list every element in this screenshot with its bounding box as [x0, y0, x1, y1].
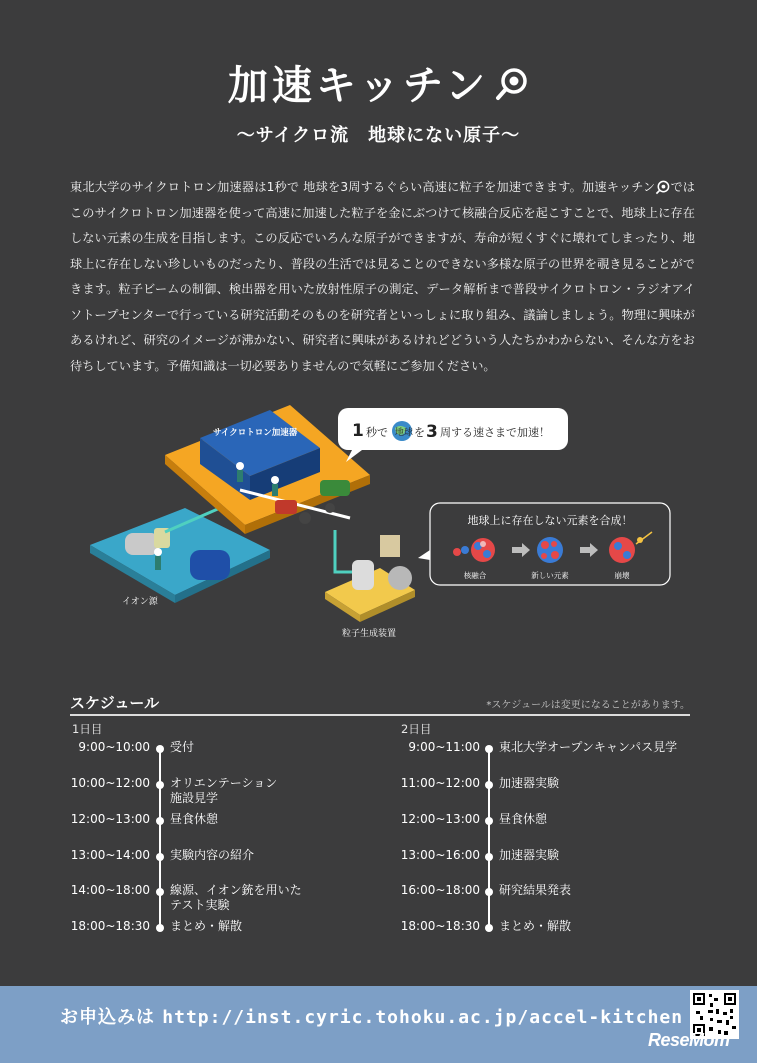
blue-tank: [190, 550, 230, 580]
magnifier-icon: [655, 180, 670, 195]
intro-text-1: 東北大学のサイクロトロン加速器は1秒で 地球を3周するぐらい高速に粒子を加速できます。加速キッチン: [70, 180, 656, 194]
day2-label: 2日目: [401, 722, 432, 736]
event-label-line1: まとめ・解散: [170, 919, 243, 933]
ion-source-label: イオン源: [122, 597, 158, 607]
event-time: 16:00~18:00: [400, 883, 480, 897]
timeline-dot: [485, 745, 493, 753]
event-label: [499, 812, 547, 827]
timeline-dot: [485, 924, 493, 932]
event-label-line2: テスト実験: [170, 898, 230, 912]
event-time: 9:00~11:00: [408, 740, 480, 754]
event-label: [499, 740, 677, 755]
event-label-line1: 研究結果発表: [499, 883, 572, 897]
event-label-line1: 実験内容の紹介: [170, 848, 255, 862]
event-label-line1: 加速器実験: [499, 776, 560, 790]
speech1-num: 3: [426, 422, 438, 442]
event-time: 13:00~16:00: [400, 848, 480, 862]
intro-text-2: ではこのサイクロトロン加速器を使って高速に加速した粒子を金にぶつけて核融合反応を起こすことで、地球上に存在しない元素の生成を目指します。この反応でいろんな原子ができますが、寿命が短くすぐに壊れてしまったり、地球上に存在しない珍しいものだったり、普段の生活では見ることのできない多様な原子の世界を覗き見ることができます。粒子ビームの制御、検出器を用いた放射性原子の測定、データ解析まで普段サイクロトロン・ラジオアイソトープセンターで行っている研究活動そのものを研究者といっしょに取り組み、議論しましょう。物理に興味があるけれど、研究のイメージが沸かない、研究者に興味があるけれどどういう人たちかわからない、そんな方をお待ちしています。予備知識は一切必要ありませんので気軽にご参加ください。: [70, 180, 695, 373]
new-element-diagram: [537, 537, 563, 563]
schedule-event: [0, 740, 757, 760]
step-new-element: 新しい元素: [531, 571, 569, 580]
timeline-dot: [485, 817, 493, 825]
ion-machine: [125, 533, 159, 555]
speech1-mid2: を: [414, 426, 425, 439]
timeline-dot: [485, 888, 493, 896]
event-label-line1: 受付: [170, 740, 195, 754]
event-time: 10:00~12:00: [70, 776, 150, 790]
event-label-line1: まとめ・解散: [499, 919, 572, 933]
timeline-dot: [485, 781, 493, 789]
particle-device-label: 粒子生成装置: [342, 629, 397, 639]
event-label: [499, 848, 559, 863]
event-label: [499, 919, 571, 934]
event-label-line1: 線源、イオン銃を用いた: [170, 883, 302, 897]
event-label-line1: 昼食休憩: [499, 812, 548, 826]
event-label: [499, 776, 559, 791]
schedule-event: [0, 883, 757, 903]
signup-url-link[interactable]: http://inst.cyric.tohoku.ac.jp/accel-kitchen: [162, 1007, 684, 1028]
event-time: 12:00~13:00: [400, 812, 480, 826]
schedule-event: [0, 776, 757, 796]
synthesis-title: 地球上に存在しない元素を合成！: [467, 514, 633, 527]
event-label-line1: 東北大学オープンキャンパス見学: [499, 740, 678, 754]
speech1-post: 周する速さまで加速！: [440, 426, 550, 439]
event-time: 9:00~10:00: [78, 740, 150, 754]
schedule-title: スケジュール: [70, 694, 160, 712]
footer-prefix: お申込みは: [60, 1007, 155, 1028]
event-label-line1: 加速器実験: [499, 848, 560, 862]
footer-bar: [0, 986, 757, 1063]
page-title: [0, 54, 757, 111]
schedule-event: [0, 812, 757, 832]
event-label-line2: 施設見学: [170, 791, 219, 805]
timeline-dot: [485, 853, 493, 861]
speech1-mid1: 秒で: [366, 426, 388, 439]
speech1-pre: 1: [352, 421, 364, 441]
event-time: 12:00~13:00: [70, 812, 150, 826]
event-time: 14:00~18:00: [70, 883, 150, 897]
intro-paragraph: [70, 175, 695, 379]
schedule-event: [0, 919, 757, 939]
step-decay: 崩壊: [614, 571, 630, 580]
schedule-event: [0, 848, 757, 868]
magnifier-icon: [495, 67, 529, 101]
event-label: [499, 883, 571, 898]
event-label-line1: 昼食休憩: [170, 812, 219, 826]
event-time: 11:00~12:00: [400, 776, 480, 790]
title-text: 加速キッチン: [227, 63, 490, 109]
schedule-header: [70, 692, 690, 716]
day1-label: 1日目: [72, 722, 103, 736]
event-label-line1: オリエンテーション: [170, 776, 278, 790]
step-fusion: 核融合: [463, 571, 487, 580]
speech1-globe: 地球: [395, 428, 414, 438]
page-subtitle: 〜サイクロ流 地球にない原子〜: [236, 125, 521, 146]
event-time: 13:00~14:00: [70, 848, 150, 862]
event-time: 18:00~18:30: [70, 919, 150, 933]
footer-text: [60, 1003, 683, 1029]
resemom-logo: ReseMom: [648, 1030, 730, 1050]
event-time: 18:00~18:30: [400, 919, 480, 933]
accelerator-illustration: [80, 400, 700, 660]
accelerator-label: サイクロトロン加速器: [213, 428, 298, 438]
schedule-note: *スケジュールは変更になることがあります。: [486, 700, 690, 711]
